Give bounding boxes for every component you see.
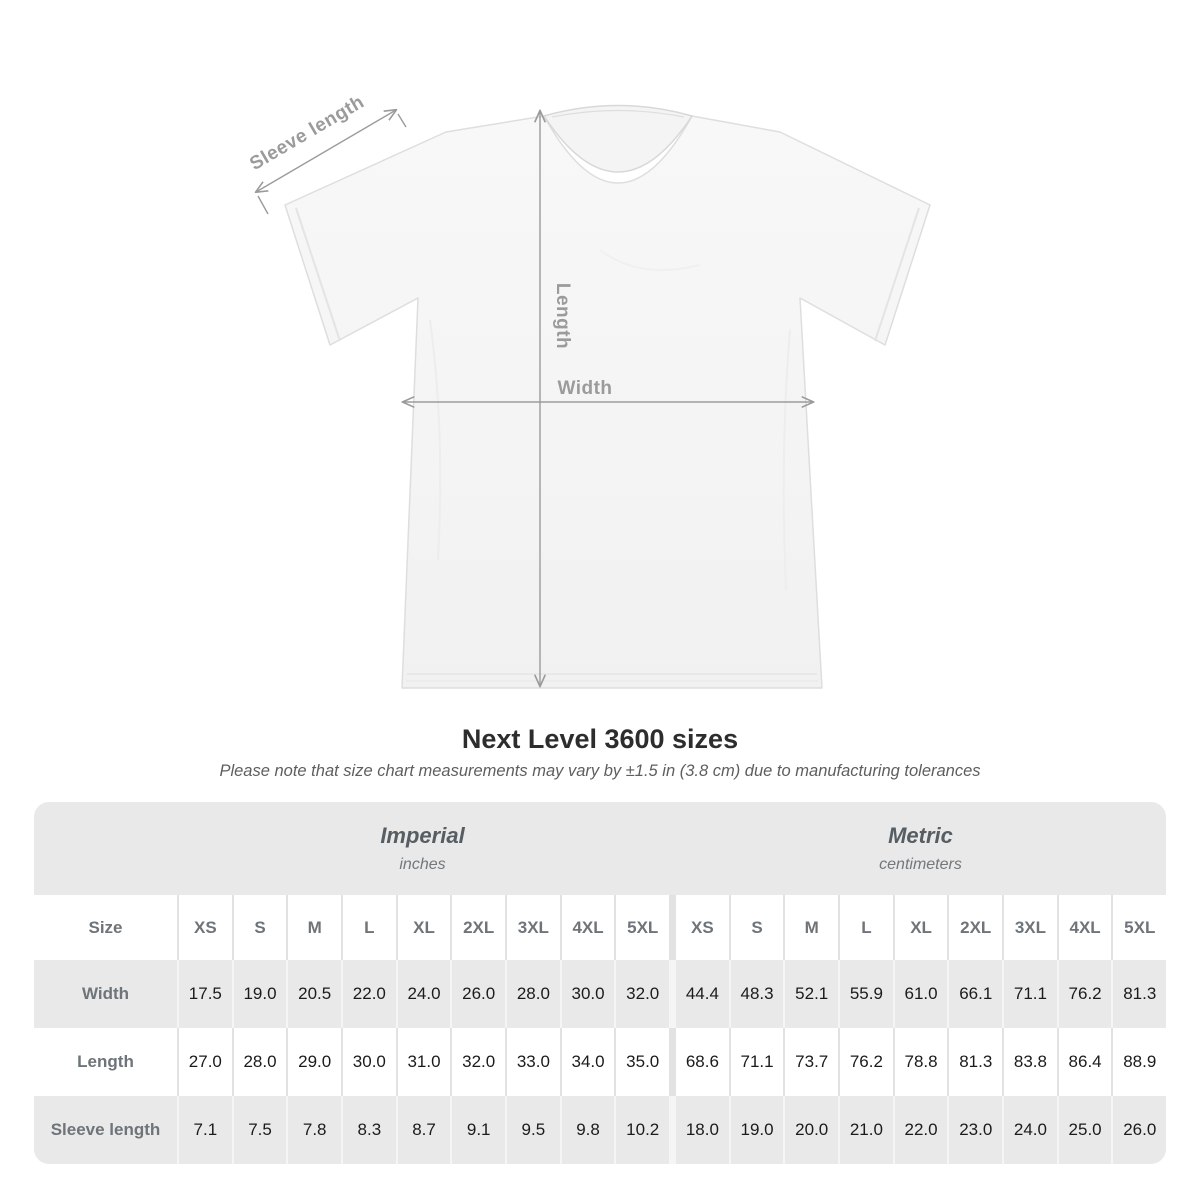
- size-header: XS: [691, 917, 714, 937]
- band-spacer: [34, 802, 177, 895]
- value-cell: 76.2: [1057, 960, 1112, 1028]
- value-cell: 24.0: [1002, 1096, 1057, 1164]
- size-table: [34, 802, 1166, 1164]
- value-cell: 7.1: [177, 1096, 232, 1164]
- value-cell: 33.0: [505, 1028, 560, 1096]
- group-gap: [669, 960, 676, 1028]
- value-cell: 20.5: [286, 960, 341, 1028]
- size-header: XL: [893, 895, 948, 960]
- row-label: Width: [81, 984, 130, 1003]
- size-header: XS: [177, 895, 232, 960]
- value-cell: 23.0: [947, 1096, 1002, 1164]
- value-cell: 22.0: [893, 1096, 948, 1164]
- value-cell: 7.8: [286, 1096, 341, 1164]
- imperial-label: Imperial: [380, 823, 465, 848]
- table-row: [34, 1096, 1166, 1164]
- value-cell: 30.0: [560, 960, 615, 1028]
- value-cell: 28.0: [505, 960, 560, 1028]
- length-label: Length: [552, 282, 573, 350]
- size-column-header: Size: [88, 917, 123, 937]
- size-header: 5XL: [614, 895, 669, 960]
- size-header-row: [34, 895, 1166, 960]
- value-cell: 9.5: [505, 1096, 560, 1164]
- row-label: Sleeve length: [50, 1120, 161, 1139]
- value-cell: 34.0: [560, 1028, 615, 1096]
- size-header: 2XL: [450, 895, 505, 960]
- value-cell: 21.0: [838, 1096, 893, 1164]
- value-cell: 9.1: [450, 1096, 505, 1164]
- page-title: Next Level 3600 sizes: [461, 724, 739, 754]
- value-cell: 20.0: [783, 1096, 838, 1164]
- value-cell: 9.8: [560, 1096, 615, 1164]
- value-cell: 17.5: [177, 960, 232, 1028]
- value-cell: 86.4: [1057, 1028, 1112, 1096]
- value-cell: 8.7: [396, 1096, 451, 1164]
- width-label: Width: [557, 378, 613, 399]
- value-cell: 71.1: [729, 1028, 784, 1096]
- value-cell: 83.8: [1002, 1028, 1057, 1096]
- size-header: XL: [396, 895, 451, 960]
- size-header: S: [232, 895, 287, 960]
- value-cell: 22.0: [341, 960, 396, 1028]
- value-cell: 88.9: [1111, 1028, 1166, 1096]
- group-gap: [669, 1028, 676, 1096]
- value-cell: 44.4: [685, 984, 719, 1003]
- value-cell: 66.1: [947, 960, 1002, 1028]
- row-label: Length: [77, 1052, 134, 1071]
- value-cell: 24.0: [396, 960, 451, 1028]
- group-gap: [669, 895, 676, 960]
- value-cell: 35.0: [614, 1028, 669, 1096]
- metric-group-header: [675, 802, 1166, 895]
- value-cell: 31.0: [396, 1028, 451, 1096]
- value-cell: 76.2: [838, 1028, 893, 1096]
- size-header: M: [286, 895, 341, 960]
- sleeve-length-label: Sleeve length: [246, 91, 369, 175]
- value-cell: 27.0: [177, 1028, 232, 1096]
- value-cell: 61.0: [893, 960, 948, 1028]
- size-header: 2XL: [947, 895, 1002, 960]
- tolerance-note: Please note that size chart measurements may vary by ±1.5 in (3.8 cm) due to manufacturing tolerances: [219, 762, 981, 780]
- imperial-group-header: [177, 802, 668, 895]
- table-row: [34, 960, 1166, 1028]
- value-cell: 10.2: [614, 1096, 669, 1164]
- value-cell: 55.9: [838, 960, 893, 1028]
- group-gap: [669, 1096, 676, 1164]
- value-cell: 32.0: [450, 1028, 505, 1096]
- value-cell: 28.0: [232, 1028, 287, 1096]
- value-cell: 52.1: [783, 960, 838, 1028]
- size-header: S: [729, 895, 784, 960]
- size-header: 5XL: [1111, 895, 1166, 960]
- value-cell: 18.0: [685, 1120, 719, 1139]
- value-cell: 68.6: [685, 1052, 719, 1071]
- size-header: L: [838, 895, 893, 960]
- value-cell: 8.3: [341, 1096, 396, 1164]
- value-cell: 30.0: [341, 1028, 396, 1096]
- value-cell: 19.0: [232, 960, 287, 1028]
- metric-label: Metric: [888, 823, 953, 848]
- size-header: 3XL: [505, 895, 560, 960]
- unit-group-header-row: [34, 802, 1166, 895]
- imperial-unit: inches: [399, 856, 446, 873]
- value-cell: 78.8: [893, 1028, 948, 1096]
- value-cell: 25.0: [1057, 1096, 1112, 1164]
- size-header: 4XL: [1057, 895, 1112, 960]
- table-row: [34, 1028, 1166, 1096]
- metric-unit: centimeters: [879, 856, 962, 873]
- value-cell: 73.7: [783, 1028, 838, 1096]
- value-cell: 29.0: [286, 1028, 341, 1096]
- value-cell: 26.0: [450, 960, 505, 1028]
- value-cell: 81.3: [1111, 960, 1166, 1028]
- value-cell: 81.3: [947, 1028, 1002, 1096]
- value-cell: 26.0: [1111, 1096, 1166, 1164]
- size-header: 3XL: [1002, 895, 1057, 960]
- value-cell: 32.0: [614, 960, 669, 1028]
- size-header: L: [341, 895, 396, 960]
- size-header: 4XL: [560, 895, 615, 960]
- value-cell: 19.0: [729, 1096, 784, 1164]
- size-header: M: [783, 895, 838, 960]
- value-cell: 71.1: [1002, 960, 1057, 1028]
- value-cell: 7.5: [232, 1096, 287, 1164]
- value-cell: 48.3: [729, 960, 784, 1028]
- band-gap: [668, 802, 675, 895]
